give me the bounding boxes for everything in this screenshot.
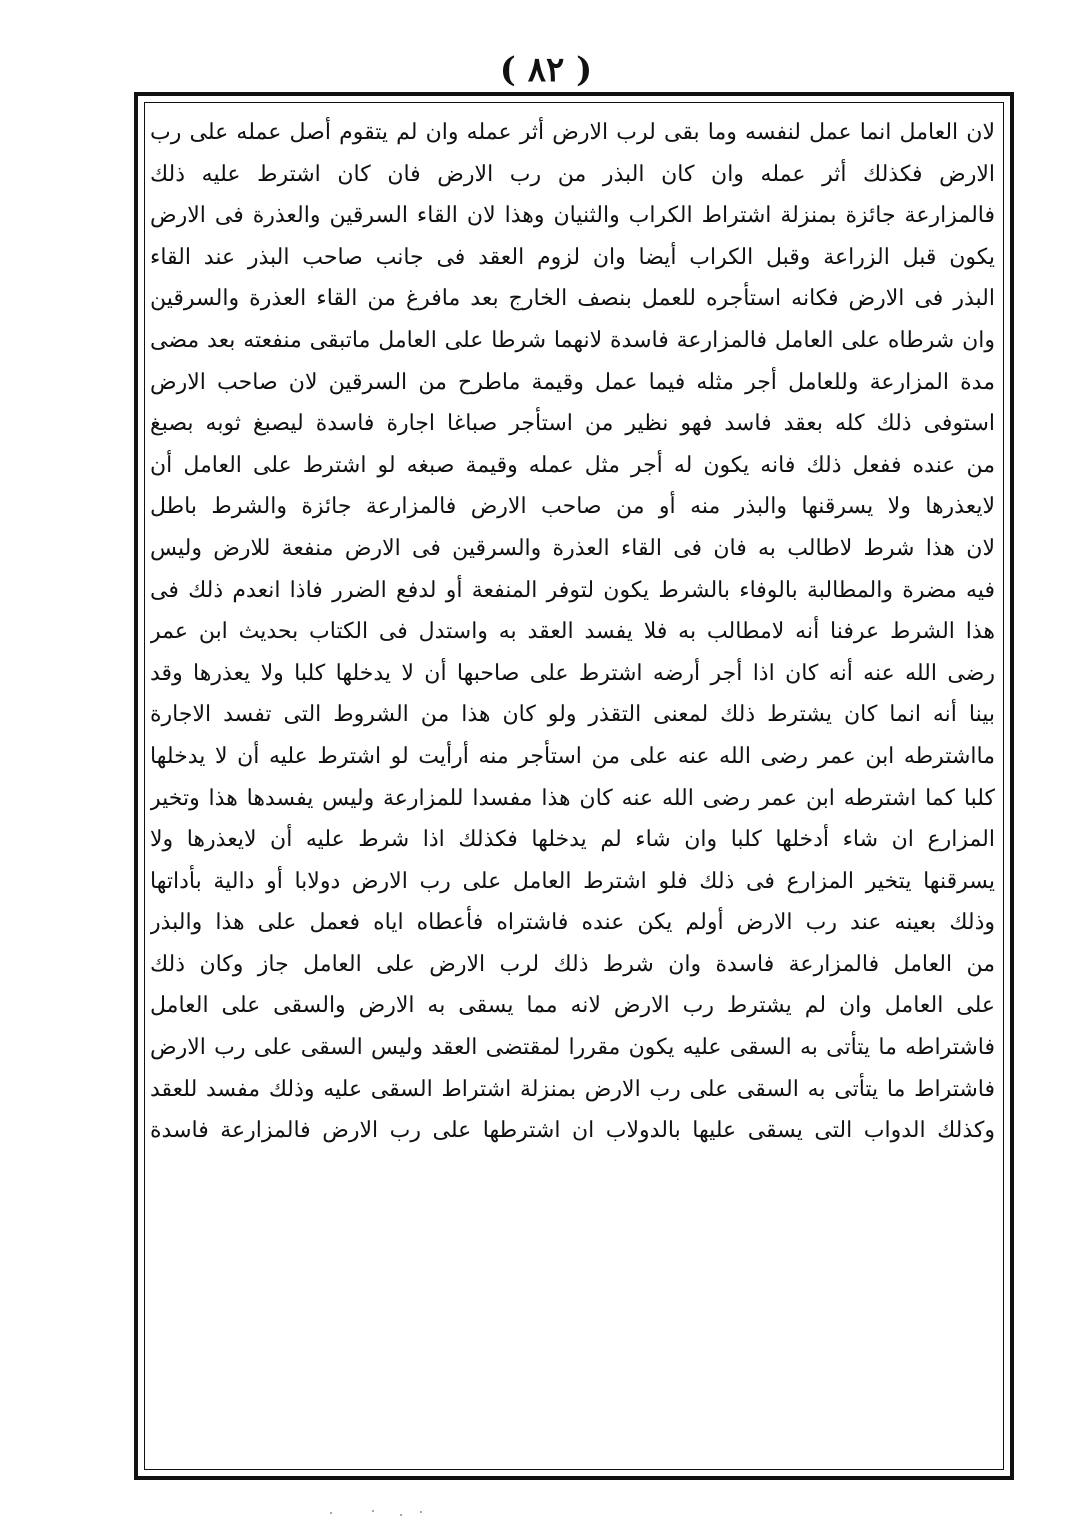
text-line: هذا الشرط عرفنا أنه لامطالب به فلا يفسد العقد به واستدل فى الكتاب بحديث ابن عمر — [150, 619, 995, 645]
scan-speck — [420, 1511, 422, 1513]
text-line: فيه مضرة والمطالبة بالوفاء بالشرط يكون لتوفر المنفعة أو لدفع الضرر فاذا انعدم ذلك فى — [150, 577, 995, 603]
text-line: لان هذا شرط لاطالب به فان فى القاء العذرة والسرقين فى الارض منفعة للارض وليس — [150, 535, 995, 561]
scan-speck — [400, 1514, 402, 1516]
text-line: يكون قبل الزراعة وقبل الكراب أيضا وان لزوم العقد فى جانب صاحب البذر عند القاء — [150, 244, 995, 270]
text-line: مااشترطه ابن عمر رضى الله عنه على من استأجر منه أرأيت لو اشترط عليه أن لا يدخلها — [150, 743, 995, 769]
text-line: وذلك بعينه عند رب الارض أولم يكن عنده فاشتراه فأعطاه اياه فعمل على هذا والبذر — [150, 910, 995, 936]
text-line: مدة المزارعة وللعامل أجر مثله فيما عمل وقيمة ماطرح من السرقين لان صاحب الارض — [150, 369, 995, 395]
text-line: وان شرطاه على العامل فالمزارعة فاسدة لانهما شرطا على العامل ماتبقى منفعته بعد مضى — [150, 327, 995, 353]
text-line: فاشتراط ما يتأتى به السقى على رب الارض بمنزلة اشتراط السقى عليه وذلك مفسد للعقد — [150, 1076, 995, 1102]
text-line: فاشتراطه ما يتأتى به السقى عليه يكون مقررا لمقتضى العقد وليس السقى على رب الارض — [150, 1035, 995, 1061]
text-line: الارض فكذلك أثر عمله وان كان البذر من رب الارض فان كان اشترط عليه ذلك — [150, 161, 995, 187]
text-line: يسرقنها يتخير المزارع فى ذلك فلو اشترط العامل على رب الارض دولابا أو دالية بأداتها — [150, 868, 995, 894]
scan-speck — [372, 1510, 374, 1512]
text-line: البذر فى الارض فكانه استأجره للعمل بنصف الخارج بعد مافرغ من القاء العذرة والسرقين — [150, 286, 995, 312]
text-line: من عنده ففعل ذلك فانه يكون له أجر مثل عمله وقيمة صبغه لو اشترط على العامل أن — [150, 452, 995, 478]
text-line: استوفى ذلك كله بعقد فاسد فهو نظير من استأجر صباغا اجارة فاسدة ليصبغ ثوبه بصبغ — [150, 411, 995, 437]
scan-speck — [330, 1512, 332, 1514]
text-body — [150, 112, 995, 1442]
text-line: بينا أنه انما كان يشترط ذلك لمعنى التقذر ولو كان هذا من الشروط التى تفسد الاجارة — [150, 702, 995, 728]
text-line: المزارع ان شاء أدخلها كلبا وان شاء لم يدخلها فكذلك اذا شرط عليه أن لايعذرها ولا — [150, 827, 995, 853]
text-line — [150, 1152, 995, 1194]
page-number: ( ٨٢ ) — [499, 50, 593, 90]
text-line: من العامل فالمزارعة فاسدة وان شرط ذلك لرب الارض على العامل جاز وكان ذلك — [150, 951, 995, 977]
text-line: فالمزارعة جائزة بمنزلة اشتراط الكراب والثنيان وهذا لان القاء السرقين والعذرة فى الارض — [150, 203, 995, 229]
text-line: لان العامل انما عمل لنفسه وما بقى لرب الارض أثر عمله وان لم يتقوم أصل عمله على رب — [150, 120, 995, 145]
text-line: لايعذرها ولا يسرقنها والبذر منه أو من صاحب الارض فالمزارعة جائزة والشرط باطل — [150, 494, 995, 520]
text-line: رضى الله عنه أنه كان اذا أجر أرضه اشترط على صاحبها أن لا يدخلها كلبا ولا يعذرها وقد — [150, 660, 995, 686]
text-line: على العامل وان لم يشترط رب الارض لانه مما يسقى به الارض والسقى على العامل — [150, 993, 995, 1019]
text-line: وكذلك الدواب التى يسقى عليها بالدولاب ان اشترطها على رب الارض فالمزارعة فاسدة — [150, 1118, 995, 1144]
text-line: كلبا كما اشترطه ابن عمر رضى الله عنه كان هذا مفسدا للمزارعة وليس يفسدها هذا وتخير — [150, 785, 995, 811]
